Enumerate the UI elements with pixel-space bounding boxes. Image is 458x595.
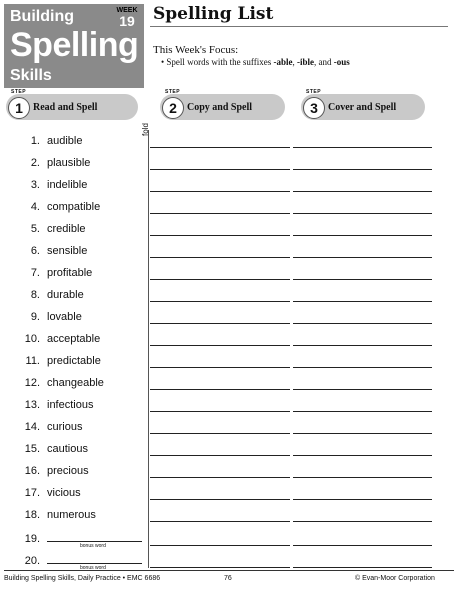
word-number: 12. — [24, 377, 40, 389]
logo-skills: Skills — [10, 67, 52, 84]
writing-line[interactable] — [293, 279, 432, 280]
logo-building: Building — [10, 8, 74, 25]
word-number: 7. — [30, 267, 40, 279]
word-row — [0, 439, 458, 461]
writing-line[interactable] — [150, 323, 290, 324]
writing-line[interactable] — [293, 367, 432, 368]
word-row — [0, 285, 458, 307]
spelling-word: changeable — [47, 377, 104, 389]
step-number: 3 — [303, 97, 325, 119]
step-read-and-spell — [6, 89, 138, 120]
writing-line[interactable] — [293, 323, 432, 324]
focus-prefix: Spell words with the suffixes — [166, 57, 274, 67]
spelling-word: vicious — [47, 487, 81, 499]
word-number: 10. — [24, 333, 40, 345]
writing-line[interactable] — [293, 389, 432, 390]
bonus-row — [0, 529, 458, 551]
fold-label: fold — [141, 123, 150, 136]
sep2: , and — [313, 57, 334, 67]
writing-line[interactable] — [150, 191, 290, 192]
focus-item: • Spell words with the suffixes -able, -ible, and -ous — [161, 57, 350, 67]
word-number: 9. — [30, 311, 40, 323]
writing-line[interactable] — [293, 433, 432, 434]
writing-line[interactable] — [150, 477, 290, 478]
suffix-ible: -ible — [296, 57, 314, 67]
word-number: 18. — [24, 509, 40, 521]
writing-line[interactable] — [150, 499, 290, 500]
word-row — [0, 241, 458, 263]
writing-line[interactable] — [150, 567, 290, 568]
word-number: 4. — [30, 201, 40, 213]
bonus-word-caption: bonus word — [80, 543, 106, 549]
writing-line[interactable] — [150, 235, 290, 236]
word-number: 17. — [24, 487, 40, 499]
step-word: STEP — [11, 89, 27, 95]
word-row — [0, 197, 458, 219]
step-number: 2 — [162, 97, 184, 119]
word-row — [0, 461, 458, 483]
spelling-word: indelible — [47, 179, 88, 191]
footer-rule — [4, 570, 454, 571]
writing-line[interactable] — [293, 499, 432, 500]
writing-line[interactable] — [150, 521, 290, 522]
spelling-word: cautious — [47, 443, 88, 455]
week-label: WEEK — [116, 7, 138, 14]
word-number: 8. — [30, 289, 40, 301]
spelling-word: sensible — [47, 245, 88, 257]
spelling-word: plausible — [47, 157, 91, 169]
word-number: 11. — [25, 355, 40, 367]
writing-line[interactable] — [293, 455, 432, 456]
writing-line[interactable] — [150, 301, 290, 302]
word-row — [0, 307, 458, 329]
step-label: Copy and Spell — [187, 102, 253, 113]
word-number: 6. — [30, 245, 40, 257]
step-word: STEP — [306, 89, 322, 95]
writing-line[interactable] — [150, 279, 290, 280]
word-row — [0, 219, 458, 241]
spelling-word: credible — [47, 223, 86, 235]
writing-line[interactable] — [150, 545, 290, 546]
suffix-ous: -ous — [333, 57, 350, 67]
word-number: 16. — [24, 465, 40, 477]
word-number: 20. — [24, 555, 40, 567]
footer-left: Building Spelling Skills, Daily Practice • EMC 6686 — [4, 575, 161, 582]
word-row — [0, 175, 458, 197]
step-number: 1 — [8, 97, 30, 119]
spelling-word: numerous — [47, 509, 96, 521]
step-cover-and-spell — [301, 89, 425, 120]
word-number: 5. — [30, 223, 40, 235]
word-number: 2. — [30, 157, 40, 169]
page-title: Spelling List — [153, 4, 274, 24]
week-badge — [116, 7, 138, 29]
writing-line[interactable] — [150, 147, 290, 148]
writing-line[interactable] — [150, 169, 290, 170]
spelling-word: profitable — [47, 267, 93, 279]
word-row — [0, 153, 458, 175]
writing-line[interactable] — [293, 301, 432, 302]
footer-page-number: 76 — [224, 575, 232, 582]
title-rule — [150, 26, 448, 27]
word-number: 13. — [24, 399, 40, 411]
writing-line[interactable] — [293, 345, 432, 346]
step-copy-and-spell — [160, 89, 285, 120]
footer-right: © Evan-Moor Corporation — [355, 575, 435, 582]
logo-spelling: Spelling — [10, 26, 139, 64]
word-row — [0, 395, 458, 417]
writing-line[interactable] — [293, 521, 432, 522]
writing-line[interactable] — [293, 147, 432, 148]
suffix-able: -able — [273, 57, 293, 67]
word-row — [0, 263, 458, 285]
writing-line[interactable] — [293, 169, 432, 170]
step-label: Cover and Spell — [328, 102, 397, 113]
word-row — [0, 329, 458, 351]
word-row — [0, 373, 458, 395]
logo-box — [4, 4, 144, 88]
spelling-word: acceptable — [47, 333, 101, 345]
word-row — [0, 131, 458, 153]
writing-line[interactable] — [293, 213, 432, 214]
writing-line[interactable] — [150, 455, 290, 456]
focus-label: This Week's Focus: — [153, 44, 239, 56]
spelling-word: precious — [47, 465, 89, 477]
spelling-word: audible — [47, 135, 83, 147]
sep1: , — [292, 57, 297, 67]
word-number: 1. — [30, 135, 40, 147]
bonus-word-line[interactable] — [47, 541, 142, 542]
word-row — [0, 483, 458, 505]
writing-line[interactable] — [293, 477, 432, 478]
writing-line[interactable] — [293, 545, 432, 546]
step-label: Read and Spell — [33, 102, 98, 113]
writing-line[interactable] — [293, 257, 432, 258]
word-number: 3. — [30, 179, 40, 191]
spelling-word: compatible — [47, 201, 101, 213]
bonus-word-caption: bonus word — [80, 565, 106, 571]
word-row — [0, 351, 458, 373]
week-number: 19 — [119, 13, 135, 29]
writing-line[interactable] — [150, 213, 290, 214]
writing-line[interactable] — [150, 389, 290, 390]
writing-line[interactable] — [150, 345, 290, 346]
writing-line[interactable] — [150, 411, 290, 412]
bonus-word-line[interactable] — [47, 563, 142, 564]
spelling-word: infectious — [47, 399, 94, 411]
writing-line[interactable] — [293, 235, 432, 236]
writing-line[interactable] — [293, 191, 432, 192]
word-number: 19. — [24, 533, 40, 545]
word-number: 14. — [24, 421, 40, 433]
word-row — [0, 417, 458, 439]
spelling-word: lovable — [47, 311, 82, 323]
word-number: 15. — [24, 443, 40, 455]
writing-line[interactable] — [293, 567, 432, 568]
writing-line[interactable] — [150, 257, 290, 258]
writing-line[interactable] — [150, 367, 290, 368]
word-row — [0, 505, 458, 527]
writing-line[interactable] — [293, 411, 432, 412]
step-word: STEP — [165, 89, 181, 95]
spelling-word: predictable — [47, 355, 101, 367]
spelling-word: durable — [47, 289, 84, 301]
spelling-word: curious — [47, 421, 83, 433]
writing-line[interactable] — [150, 433, 290, 434]
